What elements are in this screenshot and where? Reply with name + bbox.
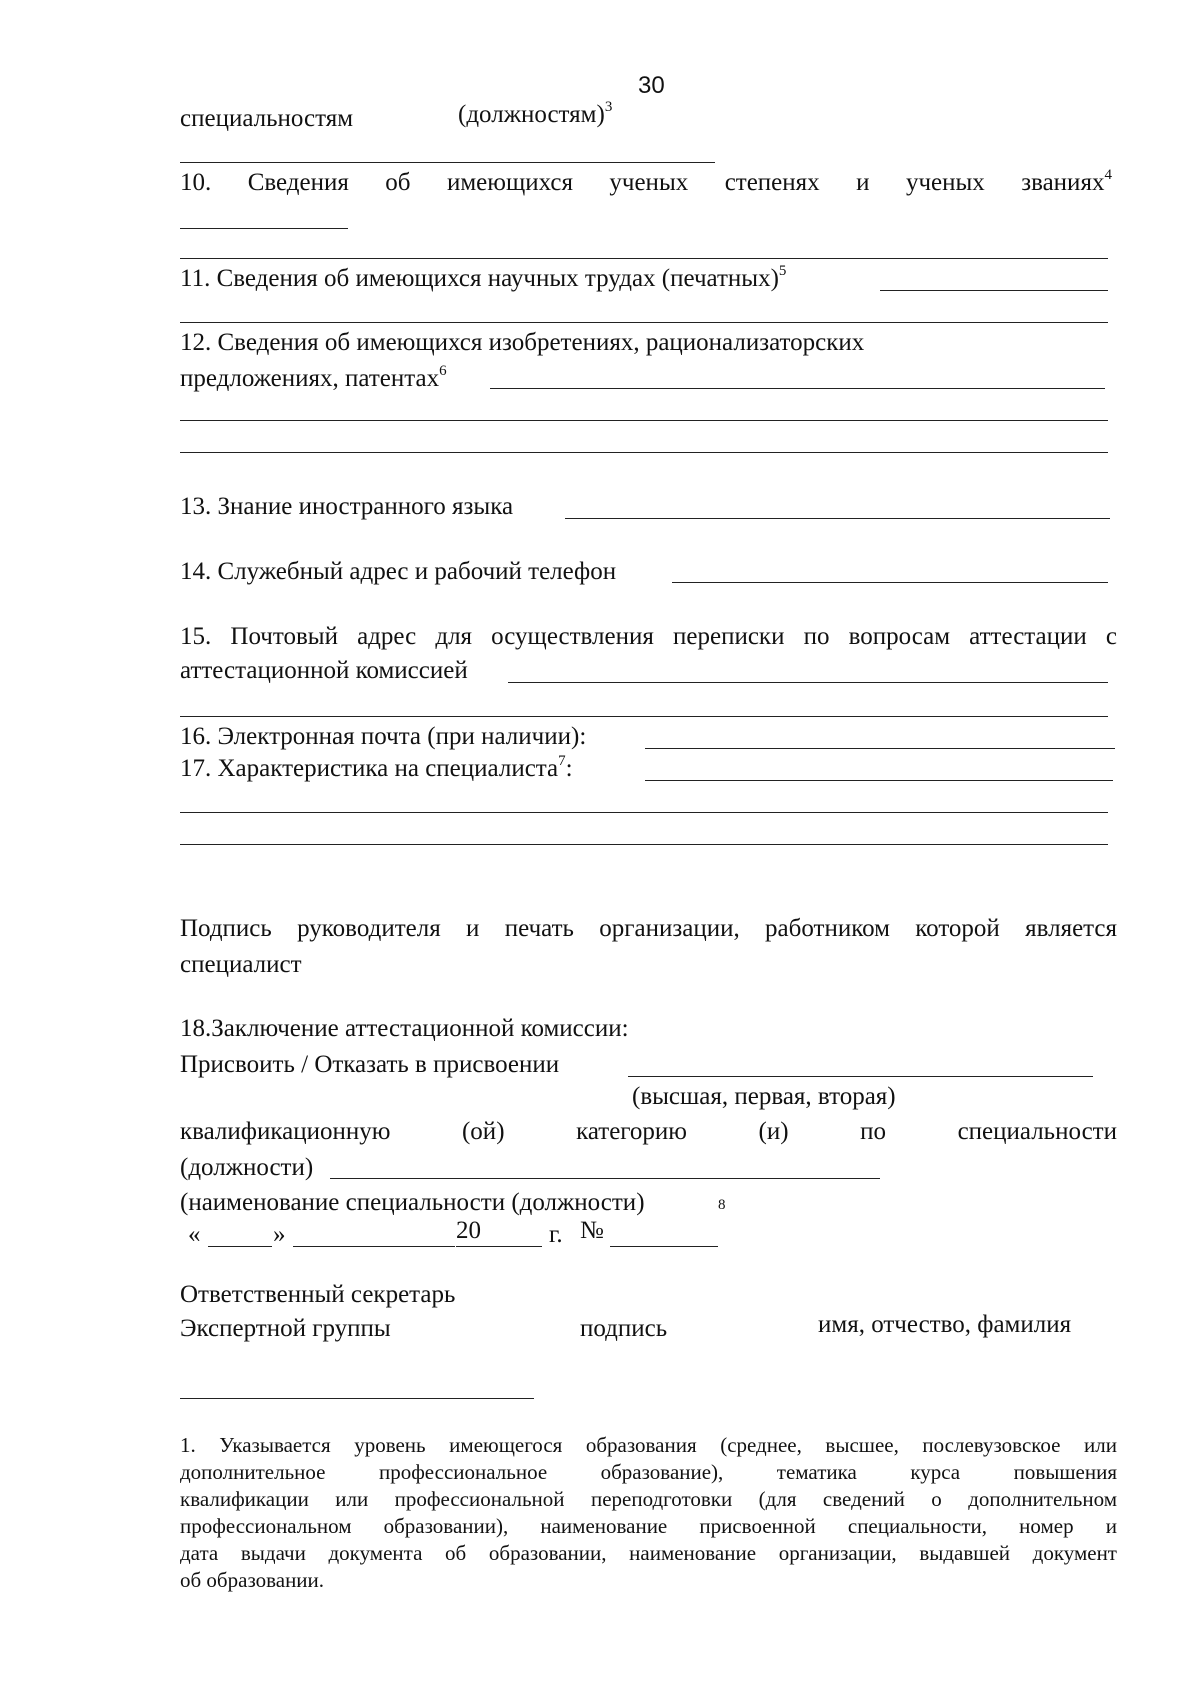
field-line-day[interactable]	[208, 1246, 272, 1247]
footnote-ref-7: 7	[558, 752, 566, 769]
field-line-language[interactable]	[565, 518, 1110, 519]
page-number: 30	[638, 72, 665, 99]
item-10-word: званиях	[1021, 169, 1105, 196]
item-10-word: ученых	[609, 169, 689, 196]
top-word-specialties: специальностям	[180, 105, 354, 132]
field-line-inventions-2[interactable]	[180, 420, 1108, 421]
item-10-word: ученых	[905, 169, 985, 196]
item-10-word: степенях	[724, 169, 820, 196]
field-line-characteristic[interactable]	[645, 780, 1113, 781]
item-17-colon: :	[565, 755, 573, 782]
top-word-positions	[458, 100, 612, 130]
item-15-line-1	[180, 622, 1117, 652]
item-15-line-2: аттестационной комиссией	[180, 657, 468, 684]
item-11-text: 11. Сведения об имеющихся научных трудах (печатных)	[180, 265, 779, 292]
footnote-separator	[180, 1398, 534, 1399]
date-year-prefix: 20	[456, 1217, 481, 1244]
secretary-title-line-2: Экспертной группы	[180, 1315, 391, 1342]
category-hint: (высшая, первая, вторая)	[632, 1083, 896, 1110]
field-line-postal-address[interactable]	[508, 682, 1108, 683]
qualification-word: (ой)	[461, 1118, 505, 1145]
footnote-line-4	[180, 1513, 1117, 1540]
field-line-postal-address-2[interactable]	[180, 716, 1108, 717]
signature-block-line-1	[180, 914, 1117, 944]
qualification-word: по	[860, 1118, 887, 1145]
date-open-quote: «	[188, 1221, 201, 1248]
field-line-year[interactable]	[456, 1246, 542, 1247]
footnote-ref-8	[718, 1198, 726, 1228]
footnote-line-5	[180, 1540, 1117, 1567]
item-16: 16. Электронная почта (при наличии):	[180, 723, 587, 750]
item-12-line-2	[180, 364, 447, 394]
field-line-characteristic-3[interactable]	[180, 844, 1108, 845]
item-14: 14. Служебный адрес и рабочий телефон	[180, 558, 617, 585]
footnote-text: 1. Указывается уровень имеющегося образования (среднее, высшее, послевузовское или	[180, 1433, 1117, 1457]
footnote-text: профессиональном образовании), наименование присвоенной специальности, номер и	[180, 1514, 1117, 1538]
signature-block-text: Подпись руководителя и печать организации, работником которой является	[180, 915, 1117, 942]
date-year-suffix: г.	[549, 1221, 563, 1248]
number-sign: №	[580, 1217, 604, 1244]
footnote-ref-4: 4	[1104, 166, 1112, 183]
position-label: (должности)	[180, 1154, 314, 1181]
field-line-inventions-3[interactable]	[180, 452, 1108, 453]
item-10-word: имеющихся	[446, 169, 573, 196]
signature-block-line-2: специалист	[180, 951, 302, 978]
qualification-word: квалификационную	[180, 1118, 391, 1145]
field-line-number[interactable]	[610, 1246, 718, 1247]
field-line-category[interactable]	[628, 1076, 1093, 1077]
field-line-specialty-name[interactable]	[330, 1178, 880, 1179]
item-13: 13. Знание иностранного языка	[180, 493, 514, 520]
field-line-month[interactable]	[293, 1246, 455, 1247]
footnote-line-2	[180, 1459, 1117, 1486]
item-18-assign: Присвоить / Отказать в присвоении	[180, 1051, 560, 1078]
qualification-word: (и)	[758, 1118, 789, 1145]
item-10	[180, 168, 1112, 198]
field-line-degrees-2[interactable]	[180, 258, 1108, 259]
secretary-title-line-1: Ответственный секретарь	[180, 1281, 456, 1308]
footnote-text: квалификации или профессиональной переподготовки (для сведений о дополнительном	[180, 1487, 1117, 1511]
specialty-hint: (наименование специальности (должности)	[180, 1189, 645, 1216]
footnote-ref-6: 6	[439, 362, 447, 379]
item-17	[180, 754, 573, 784]
footnote-text: дата выдачи документа об образовании, наименование организации, выдавшей документ	[180, 1541, 1117, 1565]
footnote-ref-8-mark: 8	[718, 1196, 726, 1213]
item-15-line-1-text: 15. Почтовый адрес для осуществления переписки по вопросам аттестации с	[180, 623, 1117, 650]
footnote-ref-5: 5	[778, 262, 787, 279]
item-17-text: 17. Характеристика на специалиста	[180, 755, 559, 782]
field-line-email[interactable]	[645, 748, 1115, 749]
item-10-word: об	[385, 169, 411, 196]
secretary-signature-label: подпись	[580, 1315, 668, 1342]
item-18-title: 18.Заключение аттестационной комиссии:	[180, 1015, 629, 1042]
footnote-ref-3: 3	[604, 98, 613, 115]
footnote-line-1	[180, 1432, 1117, 1459]
item-12-line-1: 12. Сведения об имеющихся изобретениях, рационализаторских	[180, 329, 865, 356]
footnote-line-3	[180, 1486, 1117, 1513]
footnote-line-6: об образовании.	[180, 1568, 325, 1592]
qualification-row	[180, 1117, 1117, 1147]
qualification-word: специальности	[957, 1118, 1117, 1145]
field-line-degrees[interactable]	[180, 228, 348, 229]
item-10-word: и	[856, 169, 870, 196]
positions-text: (должностям)	[458, 101, 605, 128]
field-line-inventions[interactable]	[490, 388, 1105, 389]
field-line-works-2[interactable]	[180, 322, 1108, 323]
footnote-text: дополнительное профессиональное образование), тематика курса повышения	[180, 1460, 1117, 1484]
field-line-characteristic-2[interactable]	[180, 812, 1108, 813]
item-10-word: Сведения	[247, 169, 349, 196]
date-close-quote: »	[273, 1221, 286, 1248]
secretary-name-label: имя, отчество, фамилия	[818, 1311, 1072, 1338]
field-line-works[interactable]	[880, 290, 1108, 291]
item-11	[180, 264, 786, 294]
field-line-work-address[interactable]	[672, 582, 1108, 583]
qualification-word: категорию	[576, 1118, 687, 1145]
item-10-last-word	[1021, 168, 1112, 198]
item-10-word: 10.	[180, 169, 212, 196]
field-line-specialty[interactable]	[180, 162, 715, 163]
item-12-text: предложениях, патентах	[180, 365, 440, 392]
